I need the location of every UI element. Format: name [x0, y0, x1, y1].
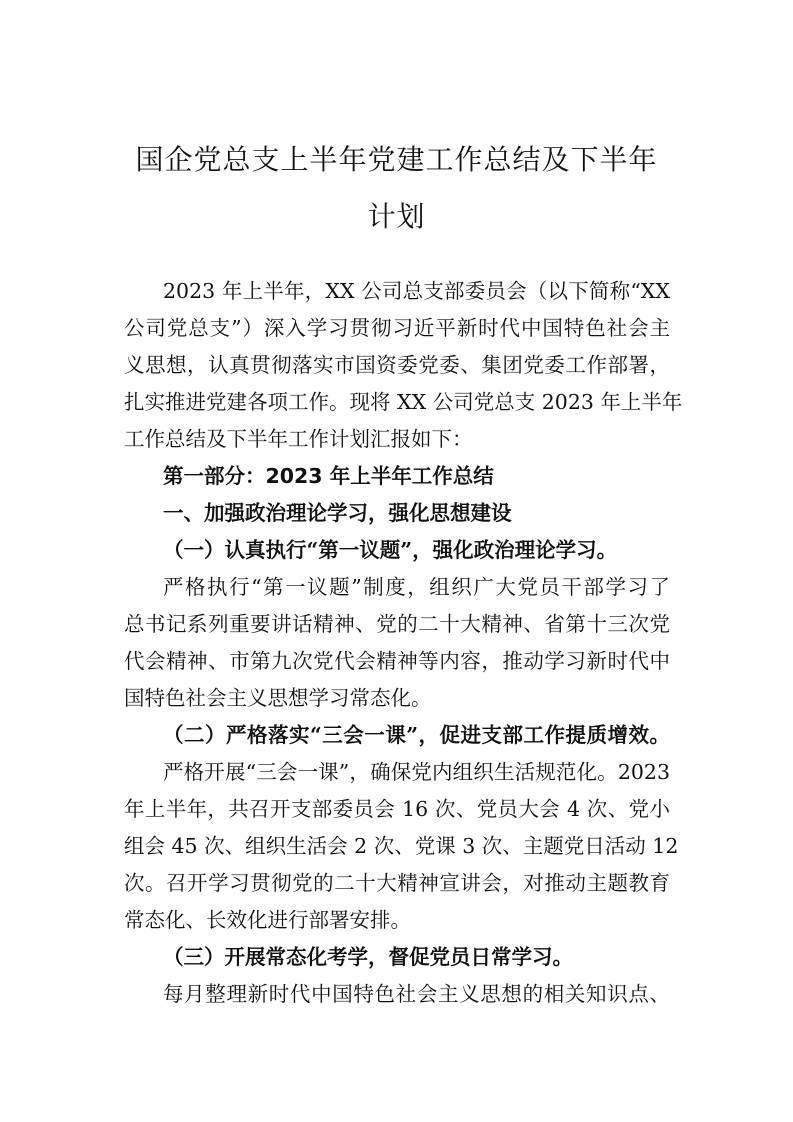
subsection-3-body-line: 每月整理新时代中国特色社会主义思想的相关知识点、 — [163, 982, 670, 1006]
subsection-1-heading: （一）认真执行“第一议题”，强化政治理论学习。 — [163, 538, 618, 562]
intro-paragraph-line: 工作总结及下半年工作计划汇报如下： — [124, 427, 473, 451]
section-one-heading: 一、加强政治理论学习，强化思想建设 — [163, 501, 512, 525]
subsection-2-body-line: 常态化、长效化进行部署安排。 — [124, 908, 411, 932]
document-title-line-1: 国企党总支上半年党建工作总结及下半年 — [135, 143, 658, 176]
subsection-1-body-line: 国特色社会主义思想学习常态化。 — [124, 686, 432, 710]
subsection-3-heading: （三）开展常态化考学，督促党员日常学习。 — [163, 945, 573, 969]
intro-paragraph-line: 公司党总支”）深入学习贯彻习近平新时代中国特色社会主 — [124, 316, 670, 340]
subsection-2-body-line: 次。召开学习贯彻党的二十大精神宣讲会，对推动主题教育 — [124, 871, 670, 895]
intro-paragraph-line: 扎实推进党建各项工作。现将 XX 公司党总支 2023 年上半年 — [124, 390, 683, 414]
intro-paragraph-line: 义思想，认真贯彻落实市国资委党委、集团党委工作部署， — [124, 353, 670, 377]
subsection-2-heading: （二）严格落实“三会一课”，促进支部工作提质增效。 — [163, 723, 670, 747]
subsection-2-body-line: 组会 45 次、组织生活会 2 次、党课 3 次、主题党日活动 12 — [124, 834, 679, 858]
subsection-2-body-line: 严格开展“三会一课”，确保党内组织生活规范化。2023 — [163, 760, 670, 784]
subsection-1-body-line: 代会精神、市第九次党代会精神等内容，推动学习新时代中 — [124, 649, 670, 673]
subsection-1-body-line: 严格执行“第一议题”制度，组织广大党员干部学习了 — [163, 575, 670, 599]
document-title-line-2: 计划 — [367, 200, 426, 233]
part-one-heading: 第一部分：2023 年上半年工作总结 — [163, 464, 494, 488]
subsection-1-body-line: 总书记系列重要讲话精神、党的二十大精神、省第十三次党 — [124, 612, 670, 636]
intro-paragraph-line: 2023 年上半年，XX 公司总支部委员会（以下简称“XX — [163, 279, 670, 303]
subsection-2-body-line: 年上半年，共召开支部委员会 16 次、党员大会 4 次、党小 — [124, 797, 670, 821]
